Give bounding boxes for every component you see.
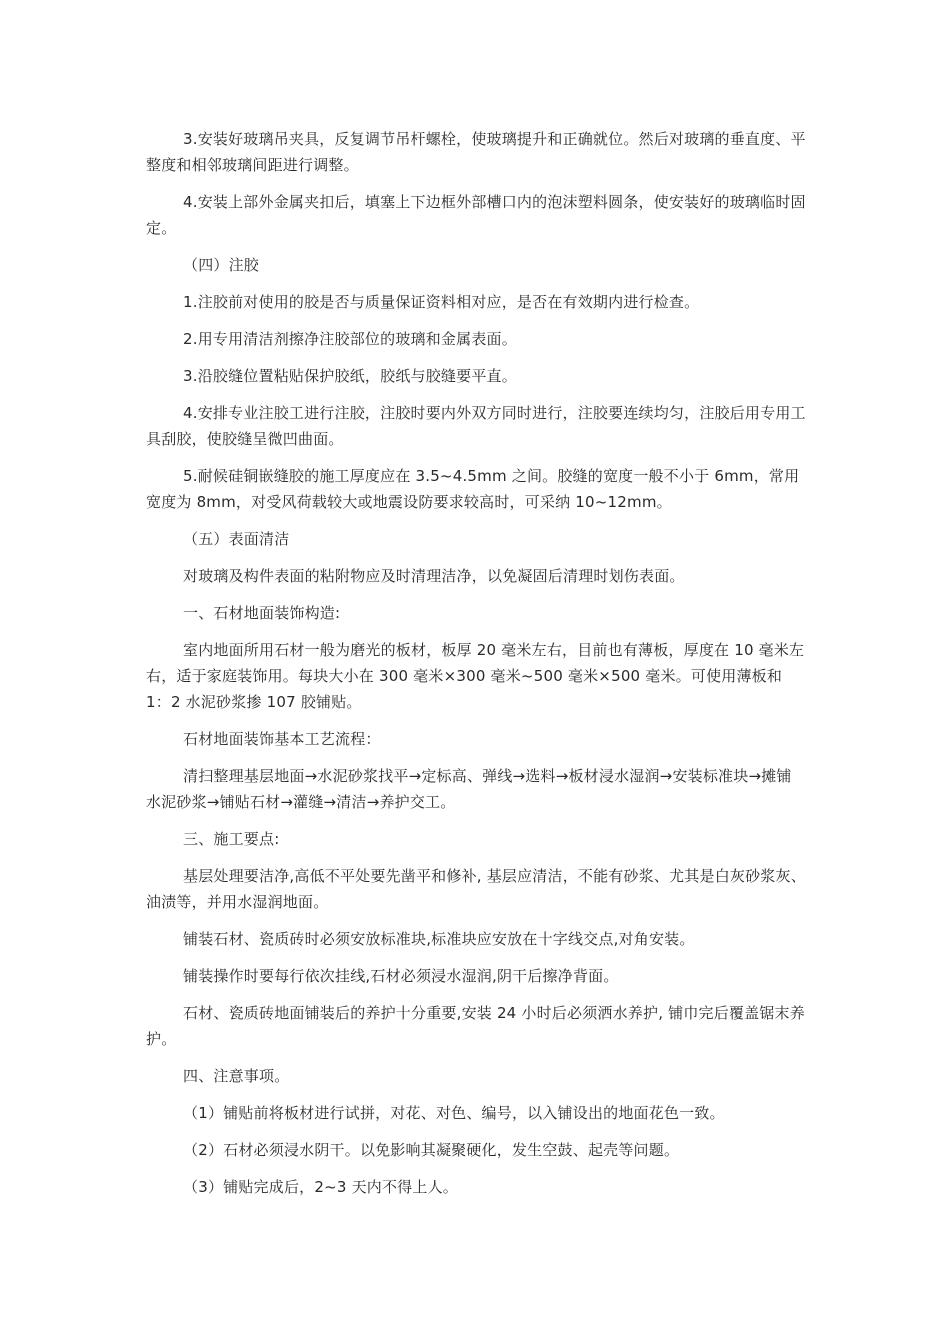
paragraph-precaution-1: （1）铺贴前将板材进行试拼，对花、对色、编号，以入铺设出的地面花色一致。 [183,1104,725,1122]
paragraph-glue-step-2: 2.用专用清洁剂擦净注胶部位的玻璃和金属表面。 [183,330,517,348]
paragraph-standard-block: 铺装石材、瓷质砖时必须安放标准块,标准块应安放在十字线交点,对角安装。 [183,930,695,948]
section-heading-surface-cleaning: （五）表面清洁 [183,530,290,548]
paragraph-surface-cleaning: 对玻璃及构件表面的粘附物应及时清理洁净，以免凝固后清理时划伤表面。 [183,567,685,585]
paragraph-glue-step-1: 1.注胶前对使用的胶是否与质量保证资料相对应，是否在有效期内进行检查。 [183,293,700,311]
section-heading-precautions: 四、注意事项。 [183,1067,290,1085]
section-heading-glue-injection: （四）注胶 [183,256,260,274]
paragraph-process-flow: 清扫整理基层地面→水泥砂浆找平→定标高、弹线→选料→板材浸水湿润→安装标准块→摊铺水泥砂浆→铺贴石材→灌缝→清洁→养护交工。 [146,767,792,811]
paragraph-glue-step-5: 5.耐候硅铜嵌缝胶的施工厚度应在 3.5~4.5mm 之间。胶缝的宽度一般不小于 6mm，常用宽度为 8mm，对受风荷载较大或地震设防要求较高时，可采纳 10~12mm。 [146,467,800,511]
paragraph-step-4-metal-clip: 4.安装上部外金属夹扣后，填塞上下边框外部槽口内的泡沫塑料圆条，使安装好的玻璃临时固定。 [146,193,806,237]
paragraph-precaution-3: （3）铺贴完成后，2~3 天内不得上人。 [183,1178,458,1196]
paragraph-line-hanging: 铺装操作时要每行依次挂线,石材必须浸水湿润,阴干后擦净背面。 [183,967,619,985]
paragraph-glue-step-3: 3.沿胶缝位置粘贴保护胶纸，胶纸与胶缝要平直。 [183,367,517,385]
paragraph-step-3-glass-clamp: 3.安装好玻璃吊夹具，反复调节吊杆螺栓，使玻璃提升和正确就位。然后对玻璃的垂直度、平整度和相邻玻璃间距进行调整。 [146,130,806,174]
paragraph-stone-floor-materials: 室内地面所用石材一般为磨光的板材，板厚 20 毫米左右，目前也有薄板，厚度在 10 毫米左右，适于家庭装饰用。每块大小在 300 毫米×300 毫米~500 毫米×500 毫米。可使用薄板和 1：2 水泥砂浆掺 107 胶铺贴。 [146,641,805,711]
paragraph-base-treatment: 基层处理要洁净,高低不平处要先凿平和修补, 基层应清洁，不能有砂浆、尤其是白灰砂浆灰、油渍等，并用水湿润地面。 [146,867,806,911]
section-heading-process-flow: 石材地面装饰基本工艺流程： [183,730,381,748]
paragraph-precaution-2: （2）石材必须浸水阴干。以免影响其凝聚硬化，发生空鼓、起壳等问题。 [183,1141,680,1159]
paragraph-curing: 石材、瓷质砖地面铺装后的养护十分重要,安装 24 小时后必须洒水养护, 铺巾完后覆盖锯末养护。 [146,1004,805,1048]
section-heading-stone-floor-construction: 一、石材地面装饰构造: [183,604,341,622]
paragraph-glue-step-4: 4.安排专业注胶工进行注胶，注胶时要内外双方同时进行，注胶要连续均匀，注胶后用专用工具刮胶，使胶缝呈微凹曲面。 [146,404,806,448]
document-body [146,126,806,1211]
section-heading-construction-points: 三、施工要点: [183,830,280,848]
